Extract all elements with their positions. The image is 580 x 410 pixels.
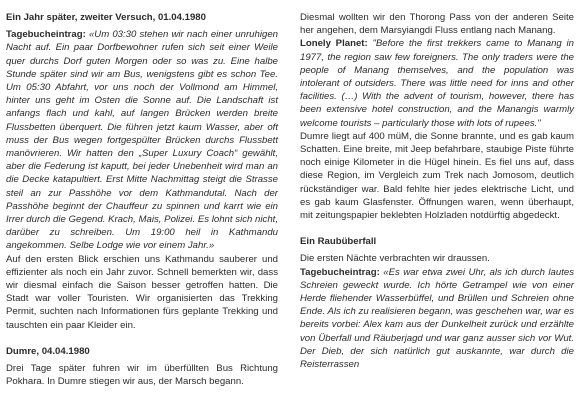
thorong-pass-paragraph: Diesmal wollten wir den Thorong Pass von der anderen Seite her angehen, dem Marsyiangdi Fluss entlang nach Manang.: [300, 12, 574, 37]
diary-label: Tagebucheintrag:: [6, 29, 86, 41]
quote-label: Lonely Planet:: [300, 38, 368, 50]
section-title-dumre: Dumre, 04.04.1980: [6, 345, 90, 357]
lonely-planet-quote: [300, 37, 574, 129]
kathmandu-paragraph: Auf den ersten Blick erschien uns Kathmandu sauberer und effizienter als noch ein Jahr zuvor. Schnell bemerkten wir, dass wir diesmal einfach die Saison besser getroffen hatten. Die Stadt war voller Touristen. Wir organisierten das Trekking Permit, suchten nach Informationen fürs geplante Trekking und tauschten ein paar Kleider ein.: [6, 253, 278, 331]
robbery-intro-paragraph: Die ersten Nächte verbrachten wir draussen.: [300, 253, 490, 265]
robbery-diary-paragraph: [300, 266, 574, 372]
quote-text: "Before the first trekkers came to Manang in 1977, the region saw few foreigners. The only traders were the people of Manang themselves, and the population was intolerant of outsiders. There was little need for inns and other facilities. (…) With the advent of tourism, however, there has been extensive hotel construction, and the Manangis warmly welcome tourists – particularly those with lots of rupees.": [300, 38, 574, 129]
dumre-paragraph: Drei Tage später fuhren wir im überfüllten Bus Richtung Pokhara. In Dumre stiegen wir aus, der Marsch begann.: [6, 363, 278, 388]
diary-entry-paragraph: [6, 28, 278, 252]
dumre-description-paragraph: Dumre liegt auf 400 müM, die Sonne brannte, und es gab kaum Schatten. Eine breite, mit Jeep befahrbare, staubige Piste führte noch einige Kilometer in die Hügel hinein. Es fiel uns auf, dass diese Region, im Vergleich zum Trek nach Jomosom, deutlich rückständiger war. Bald fehlte hier jedes elektrische Licht, und es gab kaum Glasfenster. Öffnungen waren, wenn überhaupt, mit zeitungspapier beklebten Holzladen notdürftig abgedeckt.: [300, 130, 574, 222]
section-title-second-attempt: Ein Jahr später, zweiter Versuch, 01.04.1980: [6, 12, 206, 23]
robbery-diary-text: «Es war etwa zwei Uhr, als ich durch lautes Schreien geweckt wurde. Ich hörte Getrampel wie von einer Herde fliehender Wasserbüffel, und Brüllen und Schreien ohne Ende. Als ich zu realisieren begann, was geschehen war, war es bereits vorbei: Alex kam aus der Dunkelheit zurück und erzählte von Überfall und Räuberjagd und war ganz ausser sich vor Wut. Der Dieb, der sich natürlich gut auskannte, war durch die Reisterrassen: [300, 266, 574, 371]
robbery-diary-label: Tagebucheintrag:: [300, 266, 380, 278]
diary-text: «Um 03:30 stehen wir nach einer unruhigen Nacht auf. Ein paar Dorfbewohner rufen sich seit einer Weile quer durchs Dorf guten Morgen oder so was zu. Eine halbe Stunde später sind wir am Bus, wenigstens gibt es schon Tee. Um 05:30 Abfahrt, vor uns noch der Vollmond am Himmel, hinter uns geht im Osten die Sonne auf. Die Landschaft ist anfangs flach und kahl, auf langen Brücken werden breite Flussbetten überquert. Die führen jetzt kaum Wasser, aber oft muss der Bus wegen fortgespülter Brücken durchs Flussbett manövrieren. Wir hatten den „Super Luxury Coach“ gewählt, aber die Federung ist kaputt, bei jeder Unebenheit wird man an die Decke katapultiert. Erst Mitte Nachmittag steigt die Strasse steil an zur Passhöhe vor dem Kathmandutal. Nach der Passhöhe beginnt der Chauffeur zu spinnen und karrt wie ein Irrer durch die Gegend. Krach, Mais, Polizei. Es lohnt sich nicht, darüber zu schreiben. Um 19:00 heil in Kathmandu angekommen. Selbe Lodge wie vor einem Jahr.»: [6, 29, 278, 252]
right-column: [300, 11, 574, 371]
section-title-robbery: Ein Raubüberfall: [300, 236, 377, 248]
left-column: [6, 11, 278, 388]
